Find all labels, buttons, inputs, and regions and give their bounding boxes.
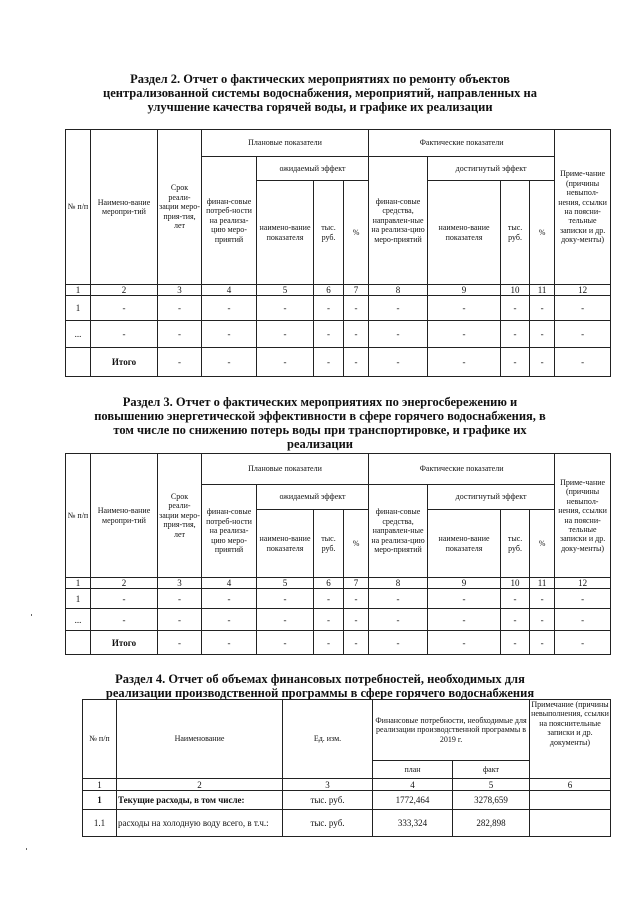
cell: -: [257, 321, 314, 348]
row-fact: 3278,659: [453, 791, 530, 810]
table-row: [66, 589, 611, 609]
col-number: 5: [453, 779, 530, 791]
cell: -: [555, 589, 611, 609]
cell: -: [428, 631, 501, 655]
cell: -: [257, 631, 314, 655]
cell: -: [428, 609, 501, 631]
header-expected-effect: ожидаемый эффект: [257, 157, 369, 181]
cell: -: [158, 296, 202, 321]
cell: -: [158, 609, 202, 631]
cell: -: [501, 589, 530, 609]
header-name: Наимено-вание меропри-тий: [91, 454, 158, 578]
header-name: Наимено-вание меропри-тий: [91, 130, 158, 285]
cell: -: [202, 589, 257, 609]
cell: -: [257, 609, 314, 631]
cell: -: [314, 348, 344, 377]
col-number: 1: [83, 779, 117, 791]
cell: -: [314, 609, 344, 631]
header-finance-needs: Финансовые потребности, необходимые для реализации производственной программы в 2019 г.: [373, 700, 530, 761]
col-number: 6: [530, 779, 611, 791]
scan-mark: [26, 848, 27, 850]
col-number: 7: [344, 285, 369, 296]
section3-activities-table: [65, 453, 611, 655]
row-unit: тыс. руб.: [283, 810, 373, 837]
cell: -: [428, 589, 501, 609]
cell: -: [369, 609, 428, 631]
cell: [66, 631, 91, 655]
total-label: Итого: [91, 631, 158, 655]
title-line: реализации производственной программы в сфере горячего водоснабжения: [105, 686, 535, 700]
cell: -: [158, 348, 202, 377]
col-number: 9: [428, 578, 501, 589]
cell: -: [555, 321, 611, 348]
cell: -: [501, 296, 530, 321]
col-number: 3: [158, 578, 202, 589]
cell: -: [428, 296, 501, 321]
row-name: расходы на холодную воду всего, в т.ч.:: [117, 810, 283, 837]
cell: -: [91, 321, 158, 348]
title-line: том числе по снижению потерь воды при транспортировке, и графике их: [113, 423, 527, 437]
header-num: № п/п: [83, 700, 117, 779]
cell: -: [530, 631, 555, 655]
row-name: Текущие расходы, в том числе:: [117, 791, 283, 810]
header-term: Срок реали-зации меро-прия-тия, лет: [158, 454, 202, 578]
header-achieved-effect: достигнутый эффект: [428, 485, 555, 510]
col-number: 3: [283, 779, 373, 791]
col-number: 8: [369, 578, 428, 589]
header-num: № п/п: [66, 454, 91, 578]
header-actual: Фактические показатели: [369, 454, 555, 485]
section3-title: [0, 395, 640, 451]
row-fact: 282,898: [453, 810, 530, 837]
cell: -: [530, 348, 555, 377]
header-actual: Фактические показатели: [369, 130, 555, 157]
header-note: Приме-чание (причины невыпол-нения, ссылки на поясни-тельные записки и др. доку-менты): [555, 454, 611, 578]
col-number: 11: [530, 285, 555, 296]
title-line: реализации: [287, 437, 353, 451]
col-number: 4: [373, 779, 453, 791]
col-number: 2: [91, 285, 158, 296]
title-line: повышению энергетической эффективности в сфере горячего водоснабжения, в: [94, 409, 546, 423]
header-achieved-effect: достигнутый эффект: [428, 157, 555, 181]
header-term: Срок реали-зации меро-прия-тия, лет: [158, 130, 202, 285]
header-planned: Плановые показатели: [202, 130, 369, 157]
cell: -: [555, 631, 611, 655]
header-expected-effect: ожидаемый эффект: [257, 485, 369, 510]
table-row: [66, 321, 611, 348]
header-percent: %: [530, 181, 555, 285]
cell: -: [91, 296, 158, 321]
finance-needs-table: [82, 699, 611, 837]
header-plan: план: [373, 761, 453, 779]
title-line: улучшение качества горячей воды, и графике их реализации: [147, 100, 493, 114]
header-plan-finance: финан-совые потреб-ности на реализа-цию меро-приятий: [202, 485, 257, 578]
col-number: 2: [117, 779, 283, 791]
header-num: № п/п: [66, 130, 91, 285]
cell: ...: [66, 609, 91, 631]
col-number: 6: [314, 578, 344, 589]
cell: -: [257, 589, 314, 609]
cell: -: [202, 631, 257, 655]
cell: -: [202, 296, 257, 321]
cell: -: [530, 321, 555, 348]
cell: -: [344, 321, 369, 348]
col-number: 3: [158, 285, 202, 296]
title-line: Раздел 2. Отчет о фактических мероприятиях по ремонту объектов: [130, 72, 510, 86]
row-note: [530, 810, 611, 837]
col-number: 12: [555, 578, 611, 589]
scan-mark: [31, 614, 32, 616]
header-name: Наименование: [117, 700, 283, 779]
cell: 1: [66, 296, 91, 321]
col-number: 12: [555, 285, 611, 296]
cell: -: [555, 296, 611, 321]
header-fact: факт: [453, 761, 530, 779]
cell: -: [501, 321, 530, 348]
header-percent: %: [530, 510, 555, 578]
cell: -: [530, 609, 555, 631]
header-indicator-name: наимено-вание показателя: [428, 181, 501, 285]
cell: -: [555, 609, 611, 631]
cell: -: [428, 348, 501, 377]
cell: -: [501, 348, 530, 377]
header-planned: Плановые показатели: [202, 454, 369, 485]
cell: -: [257, 348, 314, 377]
cell: -: [501, 631, 530, 655]
col-number: 9: [428, 285, 501, 296]
cell: -: [344, 631, 369, 655]
row-num: 1: [83, 791, 117, 810]
cell: -: [530, 589, 555, 609]
header-fact-finance: финан-совые средства, направлен-ные на реализа-цию меро-приятий: [369, 485, 428, 578]
table-row: [66, 296, 611, 321]
cell: -: [257, 296, 314, 321]
header-indicator-name: наимено-вание показателя: [257, 181, 314, 285]
section2-title: [0, 72, 640, 114]
col-number: 6: [314, 285, 344, 296]
total-label: Итого: [91, 348, 158, 377]
header-plan-finance: финан-совые потреб-ности на реализа-цию меро-приятий: [202, 157, 257, 285]
cell: -: [344, 296, 369, 321]
col-number: 5: [257, 578, 314, 589]
cell: -: [369, 589, 428, 609]
cell: -: [428, 321, 501, 348]
col-number: 4: [202, 285, 257, 296]
col-number: 10: [501, 285, 530, 296]
header-percent: %: [344, 181, 369, 285]
cell: -: [158, 321, 202, 348]
col-number: 1: [66, 578, 91, 589]
cell: -: [202, 348, 257, 377]
title-line: Раздел 4. Отчет об объемах финансовых потребностей, необходимых для: [115, 672, 525, 686]
table-row: [66, 609, 611, 631]
section4-title: [0, 672, 640, 700]
cell: -: [369, 348, 428, 377]
cell: -: [344, 348, 369, 377]
header-note: Приме-чание (причины невыпол-нения, ссылки на поясни-тельные записки и др. доку-менты): [555, 130, 611, 285]
cell: -: [314, 589, 344, 609]
header-indicator-name: наимено-вание показателя: [428, 510, 501, 578]
cell: -: [91, 609, 158, 631]
cell: -: [202, 321, 257, 348]
cell: -: [369, 631, 428, 655]
cell: -: [314, 631, 344, 655]
title-line: Раздел 3. Отчет о фактических мероприятиях по энергосбережению и: [122, 395, 518, 409]
col-number: 1: [66, 285, 91, 296]
cell: -: [555, 348, 611, 377]
col-number: 4: [202, 578, 257, 589]
table-row: [83, 791, 611, 810]
table-row-total: [66, 631, 611, 655]
section2-activities-table: [65, 129, 611, 377]
header-percent: %: [344, 510, 369, 578]
cell: -: [314, 296, 344, 321]
row-plan: 1772,464: [373, 791, 453, 810]
cell: ...: [66, 321, 91, 348]
cell: -: [530, 296, 555, 321]
col-number: 7: [344, 578, 369, 589]
cell: -: [202, 609, 257, 631]
cell: -: [158, 589, 202, 609]
header-thousand-rub: тыс. руб.: [501, 510, 530, 578]
title-line: централизованной системы водоснабжения, мероприятий, направленных на: [103, 86, 537, 100]
row-note: [530, 791, 611, 810]
header-note: Примечание (причины невыполнения, ссылки на пояснительные записки и др. документы): [530, 700, 611, 779]
col-number: 2: [91, 578, 158, 589]
cell: -: [91, 589, 158, 609]
row-unit: тыс. руб.: [283, 791, 373, 810]
cell: -: [369, 321, 428, 348]
header-thousand-rub: тыс. руб.: [314, 181, 344, 285]
cell: -: [344, 589, 369, 609]
cell: -: [369, 296, 428, 321]
col-number: 11: [530, 578, 555, 589]
row-plan: 333,324: [373, 810, 453, 837]
cell: -: [501, 609, 530, 631]
table-row: [83, 810, 611, 837]
cell: -: [158, 631, 202, 655]
cell: -: [344, 609, 369, 631]
cell: -: [314, 321, 344, 348]
header-thousand-rub: тыс. руб.: [314, 510, 344, 578]
cell: 1: [66, 589, 91, 609]
header-indicator-name: наимено-вание показателя: [257, 510, 314, 578]
table-row-total: [66, 348, 611, 377]
col-number: 5: [257, 285, 314, 296]
header-thousand-rub: тыс. руб.: [501, 181, 530, 285]
header-fact-finance: финан-совые средства, направлен-ные на реализа-цию меро-приятий: [369, 157, 428, 285]
col-number: 8: [369, 285, 428, 296]
cell: [66, 348, 91, 377]
header-unit: Ед. изм.: [283, 700, 373, 779]
col-number: 10: [501, 578, 530, 589]
row-num: 1.1: [83, 810, 117, 837]
